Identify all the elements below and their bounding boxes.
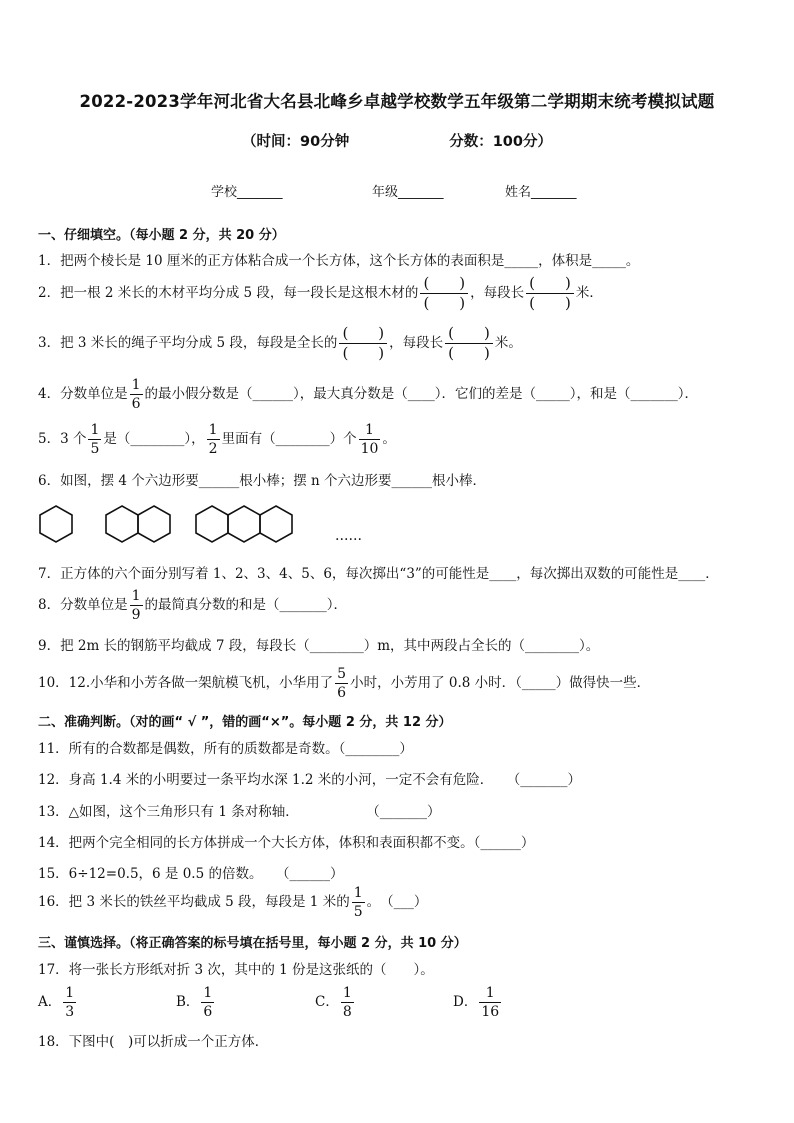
- question-4: 4．分数单位是 $\frac{1}{6}$ 的最小假分数是（______），最大真分数是（____）．它们的差是（_____），和是（_______）．: [38, 377, 699, 412]
- question-15: 15．6÷12=0.5，6 是 0.5 的倍数。 （______）: [38, 866, 344, 882]
- total-score: 分数：100分）: [449, 134, 552, 150]
- choice-d[interactable]: D． $\frac{1}{16}$: [453, 985, 500, 1020]
- hexagon-shape: [40, 506, 72, 542]
- answer-fraction-blank[interactable]: $\frac{( )}{( )}$: [445, 326, 493, 361]
- section-heading-true-false: 二、准确判断。（对的画“ √ ”，错的画“×”。每小题 2 分，共 12 分）: [38, 715, 452, 730]
- question-9: 9．把 2m 长的钢筋平均截成 7 段，每段长（________）m，其中两段占全长的（________）。: [38, 638, 600, 654]
- section-heading-multiple-choice: 三、谨慎选择。（将正确答案的标号填在括号里，每小题 2 分，共 10 分）: [38, 936, 467, 951]
- question-2-text: 2．把一根 2 米长的木材平均分成 5 段，每一段长是这根木材的: [38, 285, 419, 301]
- fraction: $\frac{1}{3}$: [65, 985, 75, 1020]
- question-5: 5．3 个 $\frac{1}{5}$ 是（________）， $\frac{1}{2}$ 里面有（________）个 $\frac{1}{10}$ 。: [38, 422, 396, 457]
- choice-b[interactable]: B． $\frac{1}{6}$: [176, 985, 213, 1020]
- fraction: $\frac{1}{5}$: [90, 422, 100, 457]
- fraction: $\frac{1}{6}$: [203, 985, 213, 1020]
- question-14: 14．把两个完全相同的长方体拼成一个大长方体，体积和表面积都不变。（______）: [38, 835, 535, 851]
- school-field[interactable]: 学校_______: [211, 185, 283, 200]
- question-10: 10．12.小华和小芳各做一架航模飞机，小华用了 $\frac{5}{6}$ 小时，小芳用了 0.8 小时．（_____）做得快一些．: [38, 666, 651, 701]
- grade-field[interactable]: 年级_______: [372, 185, 444, 200]
- choice-c[interactable]: C． $\frac{1}{8}$: [315, 985, 352, 1020]
- question-16: 16．把 3 米长的铁丝平均截成 5 段，每段是 1 米的 $\frac{1}{5}$ 。 （___）: [38, 885, 428, 920]
- question-11: 11．所有的合数都是偶数，所有的质数都是奇数。（________）: [38, 741, 413, 757]
- fraction: $\frac{1}{16}$: [481, 985, 500, 1020]
- question-8: 8．分数单位是 $\frac{1}{9}$ 的最简真分数的和是（_______）．: [38, 588, 348, 623]
- question-1: 1．把两个棱长是 10 厘米的正方体粘合成一个长方体，这个长方体的表面积是_____，体积是_____。: [38, 253, 640, 269]
- question-7: 7．正方体的六个面分别写着 1、2、3、4、5、6，每次掷出“3”的可能性是____，每次掷出双数的可能性是____．: [38, 566, 719, 582]
- question-18: 18．下图中( )可以折成一个正方体．: [38, 1034, 269, 1050]
- answer-fraction-blank[interactable]: $\frac{( )}{( )}$: [420, 276, 468, 311]
- fraction: $\frac{1}{8}$: [342, 985, 352, 1020]
- question-13: 13．△如图，这个三角形只有 1 条对称轴． （_______）: [38, 804, 441, 820]
- page-title: 2022-2023学年河北省大名县北峰乡卓越学校数学五年级第二学期期末统考模拟试题: [79, 92, 715, 111]
- question-6: 6．如图，摆 4 个六边形要______根小棒；摆 n 个六边形要______根小棒．: [38, 473, 487, 489]
- fraction: $\frac{1}{2}$: [208, 422, 218, 457]
- name-field[interactable]: 姓名_______: [505, 185, 577, 200]
- hexagon-shape: [196, 506, 228, 542]
- choice-a[interactable]: A． $\frac{1}{3}$: [38, 985, 75, 1020]
- hexagon-shape: [260, 506, 292, 542]
- fraction: $\frac{1}{10}$: [360, 422, 379, 457]
- fraction: $\frac{1}{6}$: [131, 377, 141, 412]
- question-2: 2．把一根 2 米长的木材平均分成 5 段，每一段长是这根木材的 $\frac{( )}{( )}$ ，每段长 $\frac{( )}{( )}$ 米．: [38, 274, 603, 312]
- fraction: $\frac{1}{5}$: [353, 885, 363, 920]
- answer-fraction-blank[interactable]: $\frac{( )}{( )}$: [339, 326, 387, 361]
- section-heading-fill-blank: 一、仔细填空。（每小题 2 分，共 20 分）: [38, 228, 285, 243]
- hexagon-shape: [106, 506, 138, 542]
- exam-meta: [0, 130, 794, 151]
- time-limit: （时间：90分钟: [242, 134, 350, 150]
- ellipsis: ……: [335, 528, 362, 544]
- fraction: $\frac{5}{6}$: [337, 666, 347, 701]
- hexagon-shape: [138, 506, 170, 542]
- question-3: 3．把 3 米长的绳子平均分成 5 段，每段是全长的 $\frac{( )}{( )}$ ，每段长 $\frac{( )}{( )}$ 米。: [38, 324, 522, 362]
- fraction: $\frac{1}{9}$: [131, 588, 141, 623]
- hexagon-shape: [228, 506, 260, 542]
- hexagon-figure: [38, 502, 368, 544]
- question-12: 12．身高 1.4 米的小明要过一条平均水深 1.2 米的小河，一定不会有危险． （_______）: [38, 772, 582, 788]
- question-17: 17．将一张长方形纸对折 3 次，其中的 1 份是这张纸的（ ）。: [38, 962, 434, 978]
- answer-fraction-blank[interactable]: $\frac{( )}{( )}$: [526, 276, 574, 311]
